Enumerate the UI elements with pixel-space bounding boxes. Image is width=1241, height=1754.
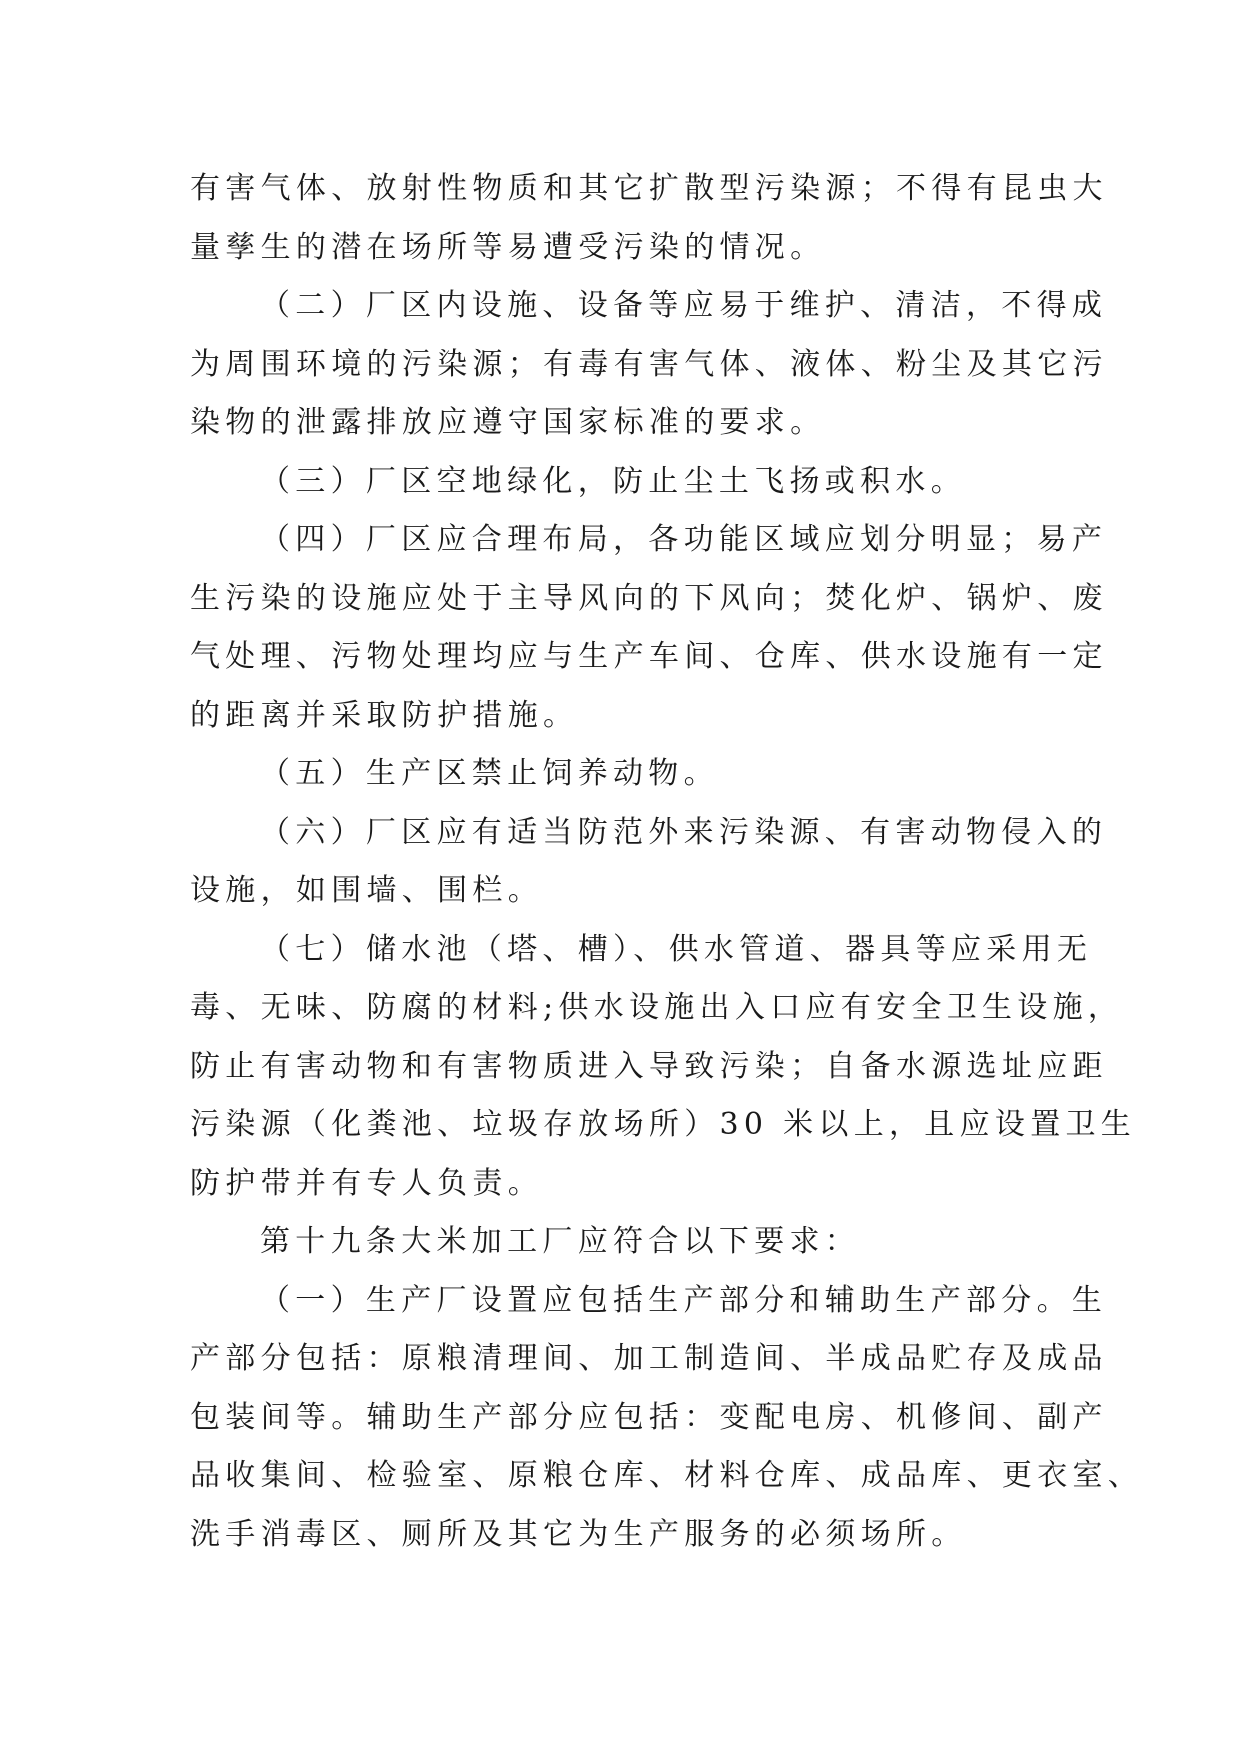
text-line: （三）厂区空地绿化，防止尘土飞扬或积水。 [260, 463, 966, 499]
text-line: 为周围环境的污染源；有毒有害气体、液体、粉尘及其它污 [190, 346, 1108, 382]
text-line: 包装间等。辅助生产部分应包括：变配电房、机修间、副产 [190, 1399, 1108, 1435]
text-line: 量孳生的潜在场所等易遭受污染的情况。 [190, 229, 826, 265]
text-line: 的距离并采取防护措施。 [190, 697, 579, 733]
text-line: 洗手消毒区、厕所及其它为生产服务的必须场所。 [190, 1516, 967, 1552]
paragraph [190, 511, 1108, 745]
text-line: （四）厂区应合理布局，各功能区域应划分明显；易产 [260, 522, 1108, 557]
paragraph [190, 1213, 1060, 1272]
text-line: 污染源（化粪池、垃圾存放场所）30 米以上，且应设置卫生 [190, 1107, 1137, 1142]
document-body [190, 160, 1144, 1564]
text-line: 防护带并有专人负责。 [190, 1165, 543, 1201]
text-line: 生污染的设施应处于主导风向的下风向；焚化炉、锅炉、废 [190, 580, 1108, 616]
paragraph [190, 745, 1060, 804]
text-line: 有害气体、放射性物质和其它扩散型污染源；不得有昆虫大 [190, 171, 1108, 206]
text-line: 品收集间、检验室、原粮仓库、材料仓库、成品库、更衣室、 [190, 1458, 1144, 1493]
text-line: （二）厂区内设施、设备等应易于维护、清洁，不得成 [260, 288, 1108, 323]
paragraph [190, 277, 1108, 453]
paragraph [190, 160, 1108, 277]
text-line: 第十九条大米加工厂应符合以下要求： [260, 1224, 861, 1259]
paragraph [190, 921, 1137, 1214]
text-line: 产部分包括：原粮清理间、加工制造间、半成品贮存及成品 [190, 1341, 1108, 1376]
paragraph [190, 1272, 1144, 1565]
text-line: （七）储水池（塔、槽）、供水管道、器具等应采用无 [260, 931, 1093, 967]
text-line: 毒、无味、防腐的材料;供水设施出入口应有安全卫生设施， [190, 990, 1124, 1025]
paragraph [190, 804, 1108, 921]
text-line: （五）生产区禁止饲养动物。 [260, 756, 719, 791]
text-line: 染物的泄露排放应遵守国家标准的要求。 [190, 405, 826, 440]
text-line: 气处理、污物处理均应与生产车间、仓库、供水设施有一定 [190, 639, 1108, 674]
text-line: （一）生产厂设置应包括生产部分和辅助生产部分。生 [260, 1282, 1108, 1318]
text-line: 设施，如围墙、围栏。 [190, 873, 543, 908]
text-line: 防止有害动物和有害物质进入导致污染；自备水源选址应距 [190, 1048, 1108, 1084]
paragraph [190, 453, 1060, 512]
text-line: （六）厂区应有适当防范外来污染源、有害动物侵入的 [260, 814, 1108, 850]
